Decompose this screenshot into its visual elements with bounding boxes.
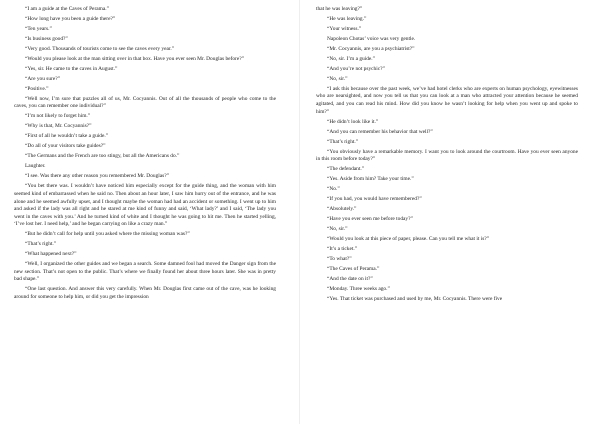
left-page xyxy=(14,0,276,424)
paragraph: “No, sir. I’m a guide.” xyxy=(327,55,376,62)
paragraph: “The Caves of Perama.” xyxy=(327,266,380,273)
paragraph: “Monday. Three weeks ago.” xyxy=(327,285,390,292)
paragraph: “To what?” xyxy=(327,256,352,263)
paragraph: “I ask this because over the past week, we’ve had hotel clerks who are experts on human psychology, eyewitnesses who are nearsighted, and now you tell us that you can look at a man who attracted your attention because he seemed agitated, and you can read his mind. How did you know he wasn’t looking for help when you went up and spoke to him?” xyxy=(316,85,578,115)
paragraph: “It’s a ticket.” xyxy=(327,246,358,253)
paragraph: “That’s right.” xyxy=(25,241,57,248)
paragraph: “Would you please look at the man sitting over in that box. Have you ever seen Mr. Douglas before?” xyxy=(25,55,245,62)
paragraph: “I’m not likely to forget him.” xyxy=(25,113,91,120)
paragraph: “Ten years.” xyxy=(25,25,52,32)
paragraph: “He was leaving.” xyxy=(327,15,367,22)
paragraph: “Mr. Cocyannis, are you a psychiatrist?” xyxy=(327,45,415,52)
paragraph: “Your witness.” xyxy=(327,25,362,32)
paragraph: “No.” xyxy=(327,186,340,193)
paragraph: “What happened next?” xyxy=(25,251,77,258)
paragraph: “Well, I organized the other guides and we began a search. Some damned fool had moved the Danger sign from the new section. That’s not open to the public. That’s where we finally found her about three hours later. She was in pretty bad shape.” xyxy=(14,261,276,283)
paragraph: “I am a guide at the Caves of Perama.” xyxy=(25,6,109,12)
paragraph: “Yes. That ticket was purchased and used by me, Mr. Cocyannis. There were five xyxy=(327,295,503,302)
page-gutter xyxy=(299,0,300,424)
paragraph: “Why is that, Mr. Cocyannis?” xyxy=(25,123,92,130)
paragraph: “Do all of your visitors take guides?” xyxy=(25,143,106,150)
paragraph: “Are you sure?” xyxy=(25,75,61,82)
paragraph: “Positive.” xyxy=(25,85,49,92)
right-page-paragraphs xyxy=(316,16,578,304)
paragraph: “The Germans and the French are too stingy, but all the Americans do.” xyxy=(25,153,180,160)
left-page-text xyxy=(14,0,276,302)
paragraph: “You bet there was. I wouldn’t have noticed him especially except for the guide thing, and the woman with him seemed kind of embarrassed when he said no. Then about an hour later, I saw him hurry out of the entrance, and he was alone and he seemed awfully upset, and I thought maybe the woman had had an accident or something. I went up to him and asked if the lady was all right and he stared at me kind of funny and said, ‘What lady?’ and I said, ‘The lady you went in the caves with you.’ And he turned kind of white and I thought he was going to hit me. Then he started yelling, ‘I’ve lost her. I need help,’ and he began carrying on like a crazy man.” xyxy=(14,183,276,228)
paragraph: “How long have you been a guide there?” xyxy=(25,15,116,22)
paragraph: Napoleon Chotas’ voice was very gentle. xyxy=(327,35,416,42)
paragraph: “And you can remember his behavior that well?” xyxy=(327,128,433,135)
paragraph: “Yes. Aside from him? Take your time.” xyxy=(327,176,414,183)
paragraph: “You obviously have a remarkable memory. I want you to look around the courtroom. Have you ever seen anyone in this room before today?” xyxy=(316,148,578,163)
paragraph: “Have you ever seen me before today?” xyxy=(327,216,413,223)
paragraph: “That’s right.” xyxy=(327,138,359,145)
paragraph: “The defendant.” xyxy=(327,166,365,173)
paragraph: “Absolutely.” xyxy=(327,206,357,213)
paragraph: “If you had, you would have remembered?” xyxy=(327,196,422,203)
paragraph: “One last question. And answer this very carefully. When Mr. Douglas first came out of the cave, was he looking around for someone to help him, or did you get the impression xyxy=(14,286,276,300)
paragraph: “First of all he wouldn’t take a guide.” xyxy=(25,133,109,140)
right-page-text xyxy=(316,0,578,304)
paragraph: “Well now, I’m sure that puzzles all of us, Mr. Cocyannis. Out of all the thousands of people who come to the caves, you can remember one individual?” xyxy=(14,95,276,110)
paragraph: “He didn’t look like it.” xyxy=(327,118,379,125)
paragraph: “Yes, sir. He came to the caves in August.” xyxy=(25,65,118,72)
paragraph: “I see. Was there any other reason you remembered Mr. Douglas?” xyxy=(25,173,170,180)
paragraph: “But he didn’t call for help until you asked where the missing woman was?” xyxy=(25,231,190,238)
paragraph: “Would you look at this piece of paper, please. Can you tell me what it is?” xyxy=(327,236,490,243)
paragraph: “Is business good?” xyxy=(25,35,68,42)
continuation-line: that he was leaving?” xyxy=(316,6,363,12)
paragraph: Laughter. xyxy=(25,163,46,170)
right-page xyxy=(316,0,578,424)
paragraph: “Very good. Thousands of tourists come to see the caves every year.” xyxy=(25,45,175,52)
paragraph: “No, sir.” xyxy=(327,226,348,233)
paragraph: “And you’re not psychic?” xyxy=(327,65,385,72)
paragraph: “And the date on it?” xyxy=(327,276,373,282)
paragraph: “No, sir.” xyxy=(327,75,348,82)
